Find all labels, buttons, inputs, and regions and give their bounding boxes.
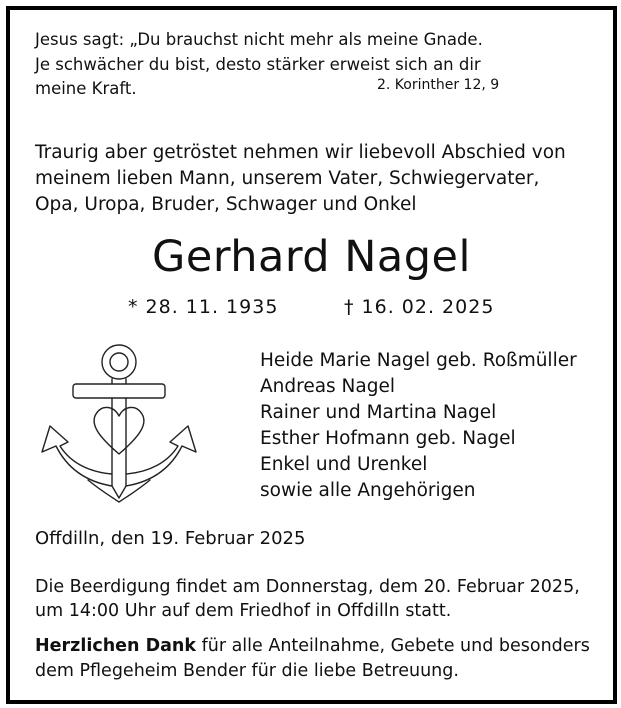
intro-line-1: Traurig aber getröstet nehmen wir liebevoll Abschied von: [35, 142, 566, 163]
mourner-item: Rainer und Martina Nagel: [260, 402, 497, 423]
place-date: Offdilln, den 19. Februar 2025: [35, 528, 306, 549]
deceased-name: Gerhard Nagel: [152, 232, 471, 282]
mourner-item: Esther Hofmann geb. Nagel: [260, 428, 516, 449]
funeral-line-1: Die Beerdigung findet am Donnerstag, dem 20. Februar 2025,: [35, 577, 580, 597]
mourner-item: Enkel und Urenkel: [260, 454, 428, 475]
thanks-line-1-rest: für alle Anteilnahme, Gebete und besonders: [196, 636, 590, 656]
verse-line-3: meine Kraft.: [35, 79, 137, 98]
mourner-item: Heide Marie Nagel geb. Roßmüller: [260, 350, 577, 371]
thanks-line-1: [35, 634, 590, 659]
verse-reference: 2. Korinther 12, 9: [377, 77, 500, 93]
intro-line-3: Opa, Uropa, Bruder, Schwager und Onkel: [35, 194, 417, 215]
thanks-line-2: dem Pflegeheim Bender für die liebe Betreuung.: [35, 661, 459, 681]
mourner-item: Andreas Nagel: [260, 376, 396, 397]
intro-text: [35, 140, 566, 218]
mourners-list: [260, 348, 577, 504]
death-date: † 16. 02. 2025: [344, 296, 495, 318]
thanks-bold: Herzlichen Dank: [35, 636, 197, 656]
birth-date: * 28. 11. 1935: [128, 296, 279, 318]
verse-line-2: Je schwächer du bist, desto stärker erweist sich an dir: [35, 54, 481, 74]
thanks-text: [35, 634, 590, 684]
obituary-notice: [6, 6, 617, 704]
verse-line-1: Jesus sagt: „Du brauchst nicht mehr als meine Gnade.: [35, 30, 483, 49]
funeral-info: [35, 575, 580, 623]
funeral-line-2: um 14:00 Uhr auf dem Friedhof in Offdilln statt.: [35, 601, 452, 621]
mourner-item: sowie alle Angehörigen: [260, 480, 476, 501]
intro-line-2: meinem lieben Mann, unserem Vater, Schwiegervater,: [35, 168, 540, 189]
anchor-heart-icon: [28, 334, 213, 523]
